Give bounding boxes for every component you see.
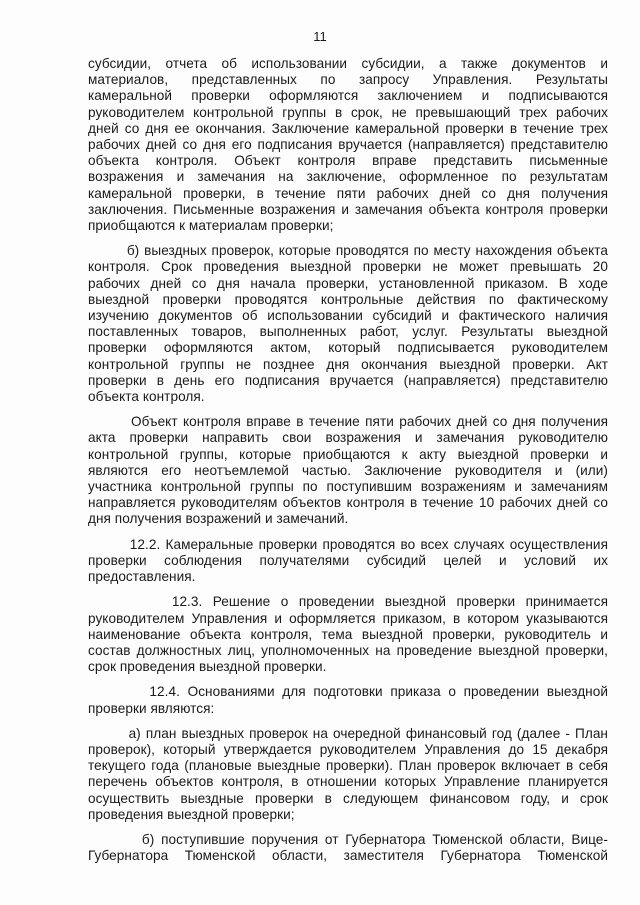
text-line: перечень объектов контроля, в отношении которых Управление планируется xyxy=(88,774,608,790)
paragraph-kameral-continuation xyxy=(88,56,608,234)
text-line: контрольной группы, которые приобщаются к акту выездной проверки и xyxy=(88,446,608,462)
document-body xyxy=(88,56,608,864)
text-line: контрольной группы не позднее дня окончания выездной проверки. Акт xyxy=(88,356,608,372)
paragraph-12-2 xyxy=(88,537,608,586)
text-line: 12.3. Решение о проведении выездной проверки принимается xyxy=(88,594,608,610)
text-line: возражения и замечания на заключение, оформленное по результатам xyxy=(88,169,608,185)
text-line: заключения. Письменные возражения и замечания объекта контроля проверки xyxy=(88,201,608,217)
text-line: проверки в день его подписания вручается (направляется) представителю xyxy=(88,372,608,388)
text-line: состав должностных лиц, уполномоченных на проведение выездной проверки, xyxy=(88,642,608,658)
text-line: субсидии, отчета об использовании субсидии, а также документов и xyxy=(88,56,608,71)
text-line: контроля. Срок проведения выездной проверки не может превышать 20 xyxy=(88,259,608,275)
text-line: проведения выездной проверки; xyxy=(88,806,295,822)
text-line: объекта контроля. Объект контроля вправе представить письменные xyxy=(88,153,608,169)
text-line: 12.2. Камеральные проверки проводятся во всех случаях осуществления xyxy=(88,536,608,552)
text-line: акта проверки направить свои возражения и замечания руководителю xyxy=(88,430,608,446)
text-line: поставленных товаров, выполненных работ, услуг. Результаты выездной xyxy=(88,324,608,340)
text-line: наименование объекта контроля, тема выездной проверки, руководитель и xyxy=(88,626,608,642)
text-line: выездной проверки проводятся контрольные действия по фактическому xyxy=(88,291,608,307)
text-line: являются его неотъемлемой частью. Заключение руководителя и (или) xyxy=(88,462,608,478)
text-line: материалов, представленных по запросу Управления. Результаты xyxy=(88,72,608,88)
paragraph-12-4 xyxy=(88,684,608,716)
text-line: текущего года (плановые выездные проверки). План проверок включает в себя xyxy=(88,758,608,774)
text-line: дней со дня ее окончания. Заключение камеральной проверки в течение трех xyxy=(88,120,608,136)
text-line: предоставления. xyxy=(88,569,196,585)
paragraph-vyezdnye-proverki xyxy=(88,243,608,405)
text-line: б) выездных проверок, которые проводятся по месту нахождения объекта xyxy=(88,243,608,259)
text-line: а) план выездных проверок на очередной финансовый год (далее - План xyxy=(88,725,608,741)
text-line: приобщаются к материалам проверки; xyxy=(88,218,334,234)
paragraph-plan-proverok xyxy=(88,726,608,823)
text-line: направляется руководителям объектов контроля в течение 10 рабочих дней со xyxy=(88,495,608,511)
text-line: Объект контроля вправе в течение пяти рабочих дней со дня получения xyxy=(88,414,608,430)
text-line: осуществить выездные проверки в следующем финансовом году, и срок xyxy=(88,790,608,806)
text-line: срок проведения выездной проверки. xyxy=(88,659,327,675)
text-line: участника контрольной группы по поступившим возражениям и замечаниям xyxy=(88,479,608,495)
text-line: рабочих дней со дня начала проверки, установленной приказом. В ходе xyxy=(88,275,608,291)
text-line: руководителем контрольной группы в срок, не превышающий трех рабочих xyxy=(88,104,608,120)
text-line: руководителем Управления и оформляется приказом, в котором указываются xyxy=(88,610,608,626)
paragraph-porucheniya xyxy=(88,832,608,864)
text-line: камеральной проверки оформляются заключением и подписываются xyxy=(88,88,608,104)
text-line: изучению документов об использовании субсидий и фактического наличия xyxy=(88,308,608,324)
text-line: б) поступившие поручения от Губернатора Тюменской области, Вице- xyxy=(88,831,608,847)
text-line: рабочих дней со дня его подписания вручается (направляется) представителю xyxy=(88,137,608,153)
text-line: проверки оформляются актом, который подписывается руководителем xyxy=(88,340,608,356)
paragraph-12-3 xyxy=(88,594,608,675)
text-line: Губернатора Тюменской области, заместителя Губернатора Тюменской xyxy=(88,848,608,864)
text-line: объекта контроля. xyxy=(88,389,205,405)
text-line: проверки соблюдения получателями субсидий целей и условий их xyxy=(88,552,608,568)
paragraph-vozrazheniya xyxy=(88,414,608,527)
text-line: камеральной проверки, в течение пяти рабочих дней со дня получения xyxy=(88,185,608,201)
page-number: 11 xyxy=(313,29,327,44)
text-line: 12.4. Основаниями для подготовки приказа о проведении выездной xyxy=(88,684,608,700)
text-line: проверки являются: xyxy=(88,700,215,716)
text-line: проверок), который утверждается руководителем Управления до 15 декабря xyxy=(88,741,608,757)
text-line: дня получения возражений и замечаний. xyxy=(88,511,349,527)
